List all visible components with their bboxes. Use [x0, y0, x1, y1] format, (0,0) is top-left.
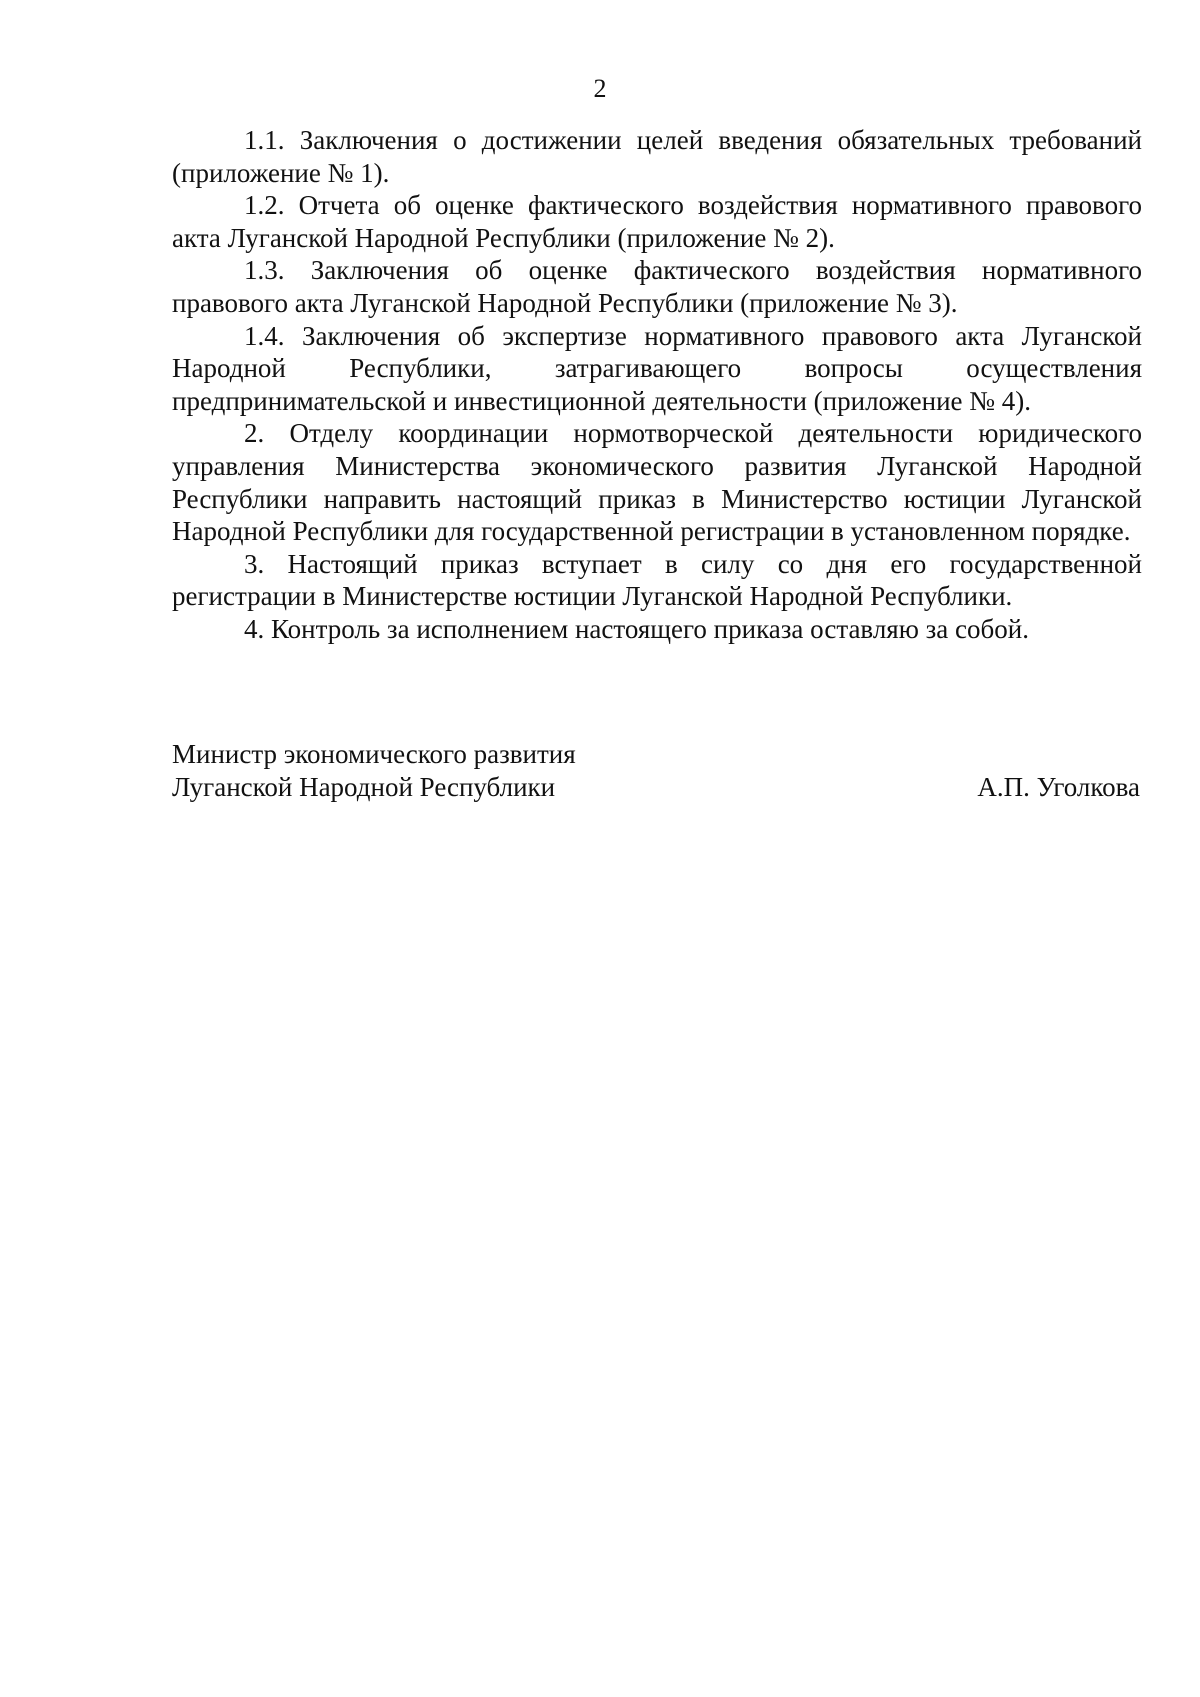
paragraph-4: 4. Контроль за исполнением настоящего приказа оставляю за собой.: [244, 613, 1029, 644]
paragraph-3: 3. Настоящий приказ вступает в силу со дня его государственной регистрации в Министерстве юстиции Луганской Народной Республики.: [172, 548, 1142, 612]
signature-organization: Луганской Народной Республики: [172, 771, 556, 802]
paragraph-2: 2. Отделу координации нормотворческой деятельности юридического управления Министерства экономического развития Луганской Народной Республики направить настоящий приказ в Министерство юстиции Луганской Народной Республики для государственной регистрации в установленном порядке.: [172, 418, 1142, 547]
paragraph-1-4: 1.4. Заключения об экспертизе нормативного правового акта Луганской Народной Республики, затрагивающего вопросы осуществления предпринимательской и инвестиционной деятельности (приложение № 4).: [172, 320, 1142, 416]
document-body: [172, 124, 1142, 646]
paragraph-1-2: 1.2. Отчета об оценке фактического воздействия нормативного правового акта Луганской Народной Республики (приложение № 2).: [172, 190, 1142, 253]
signature-position-line-1: [172, 738, 1140, 771]
signature-block: [172, 738, 1140, 803]
paragraph-1-1: 1.1. Заключения о достижении целей введения обязательных требований (приложение № 1).: [172, 125, 1142, 188]
signature-position-title: Министр экономического развития: [172, 739, 576, 769]
page-number: 2: [593, 74, 607, 103]
paragraph-1-3: 1.3. Заключения об оценке фактического воздействия нормативного правового акта Луганской Народной Республики (приложение № 3).: [172, 255, 1142, 318]
signature-position-line-2: [172, 771, 1140, 804]
signatory-name: А.П. Уголкова: [977, 771, 1140, 802]
